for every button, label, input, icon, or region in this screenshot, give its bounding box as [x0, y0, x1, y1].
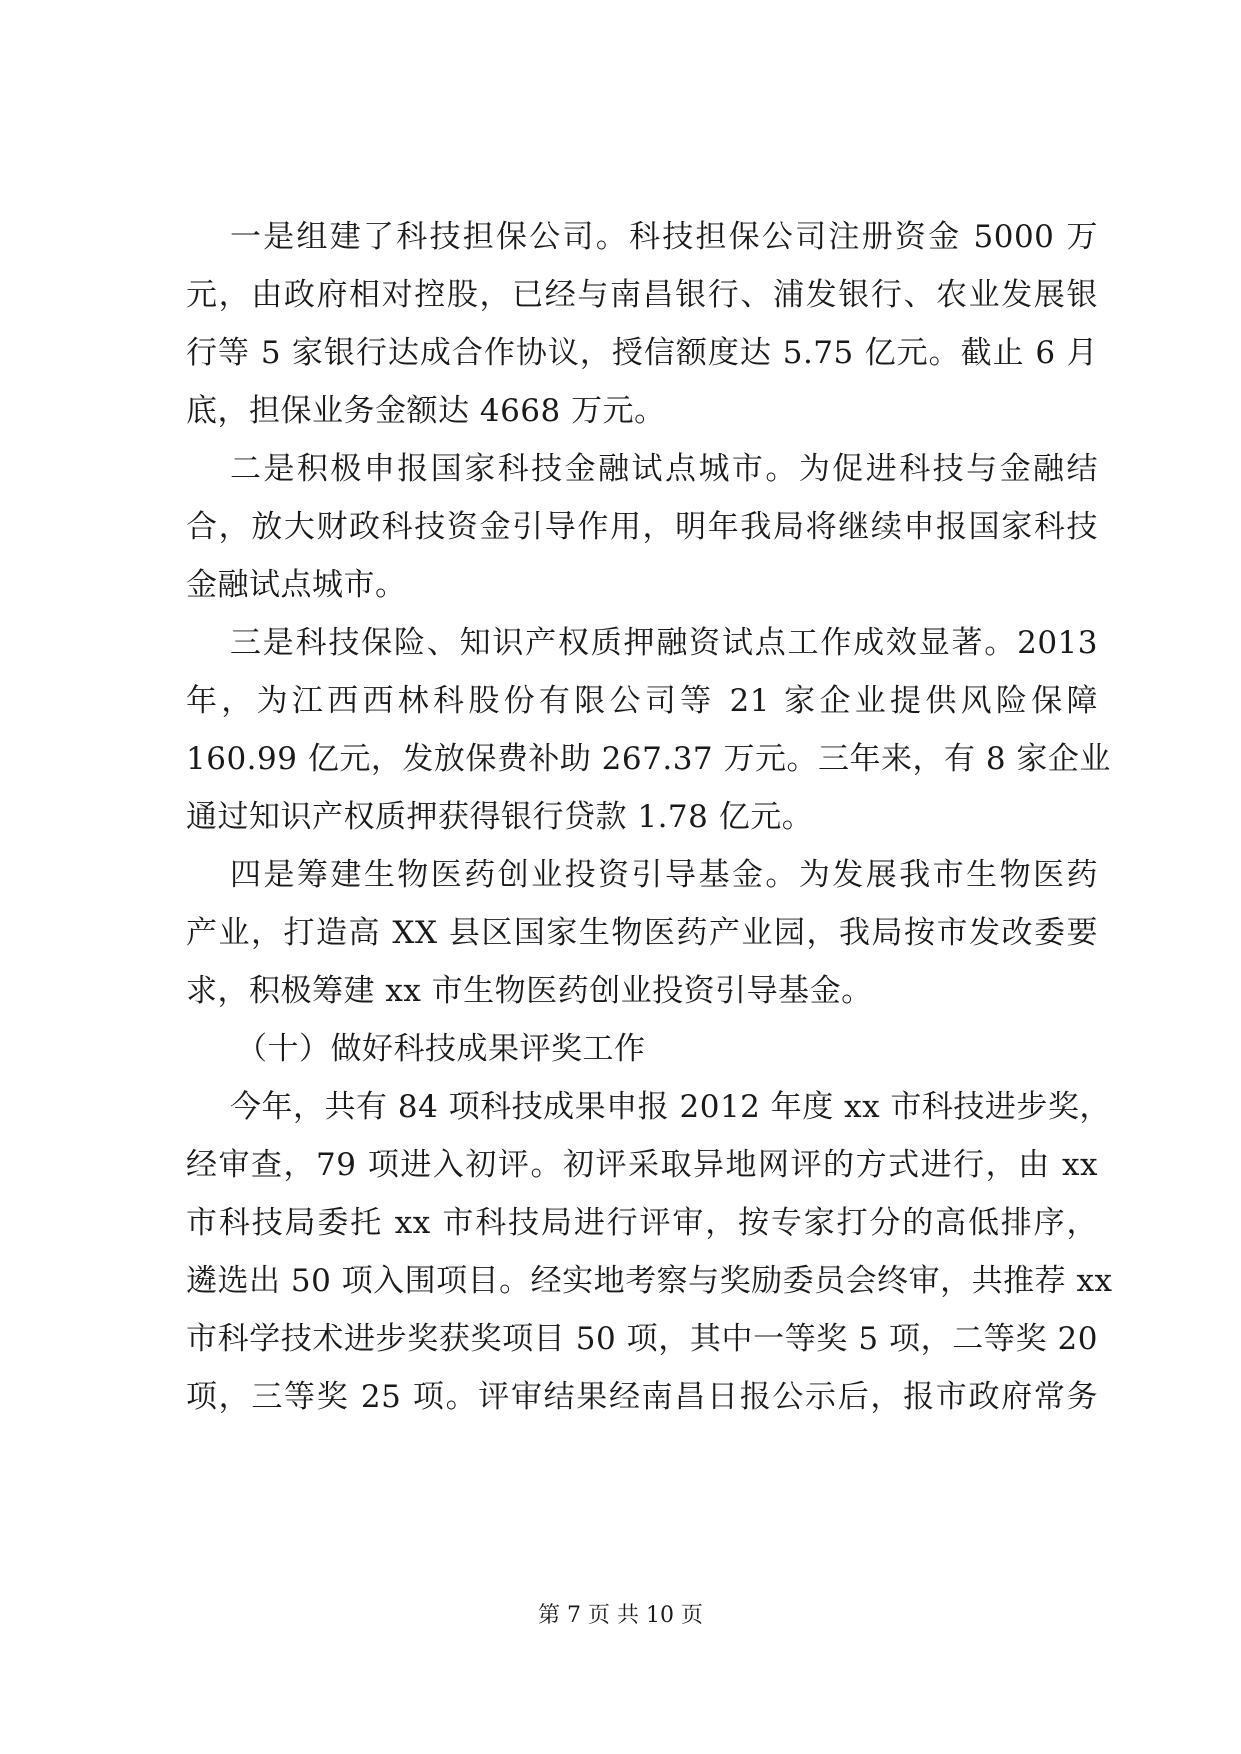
page-number-footer: 第 7 页 共 10 页 — [538, 1603, 703, 1628]
paragraph-2-line-1: 二是积极申报国家科技金融试点城市。为促进科技与金融结 — [230, 451, 1098, 487]
section-heading: （十）做好科技成果评奖工作 — [236, 1031, 646, 1067]
body-text — [186, 208, 1113, 1426]
paragraph-3-line-4: 通过知识产权质押获得银行贷款 1.78 亿元。 — [186, 799, 814, 835]
paragraph-4-line-2: 产业，打造高 XX 县区国家生物医药产业园，我局按市发改委要 — [186, 915, 1098, 951]
paragraph-6-line-3: 市科技局委托 xx 市科技局进行评审，按专家打分的高低排序， — [186, 1205, 1098, 1241]
paragraph-1-line-4: 底，担保业务金额达 4668 万元。 — [186, 393, 666, 429]
paragraph-6-line-1: 今年，共有 84 项科技成果申报 2012 年度 xx 市科技进步奖， — [230, 1089, 1111, 1125]
paragraph-6-line-2: 经审查，79 项进入初评。初评采取异地网评的方式进行，由 xx — [186, 1147, 1098, 1183]
paragraph-3-line-3: 160.99 亿元，发放保费补助 267.37 万元。三年来，有 8 家企业 — [186, 741, 1111, 777]
paragraph-4-line-3: 求，积极筹建 xx 市生物医药创业投资引导基金。 — [186, 973, 873, 1009]
paragraph-6-line-4: 遴选出 50 项入围项目。经实地考察与奖励委员会终审，共推荐 xx — [186, 1263, 1113, 1299]
paragraph-3-line-2: 年，为江西西林科股份有限公司等 21 家企业提供风险保障 — [186, 683, 1098, 719]
paragraph-6-line-6: 项，三等奖 25 项。评审结果经南昌日报公示后，报市政府常务 — [186, 1379, 1098, 1415]
paragraph-4-line-1: 四是筹建生物医药创业投资引导基金。为发展我市生物医药 — [230, 857, 1098, 893]
paragraph-1-line-1: 一是组建了科技担保公司。科技担保公司注册资金 5000 万 — [230, 219, 1098, 255]
paragraph-6-line-5: 市科学技术进步奖获奖项目 50 项，其中一等奖 5 项，二等奖 20 — [186, 1321, 1098, 1357]
paragraph-1-line-2: 元，由政府相对控股，已经与南昌银行、浦发银行、农业发展银 — [186, 277, 1098, 313]
paragraph-2-line-3: 金融试点城市。 — [186, 567, 407, 603]
paragraph-1-line-3: 行等 5 家银行达成合作协议，授信额度达 5.75 亿元。截止 6 月 — [186, 335, 1098, 371]
paragraph-2-line-2: 合，放大财政科技资金引导作用，明年我局将继续申报国家科技 — [186, 509, 1098, 545]
paragraph-3-line-1: 三是科技保险、知识产权质押融资试点工作成效显著。2013 — [230, 625, 1098, 661]
